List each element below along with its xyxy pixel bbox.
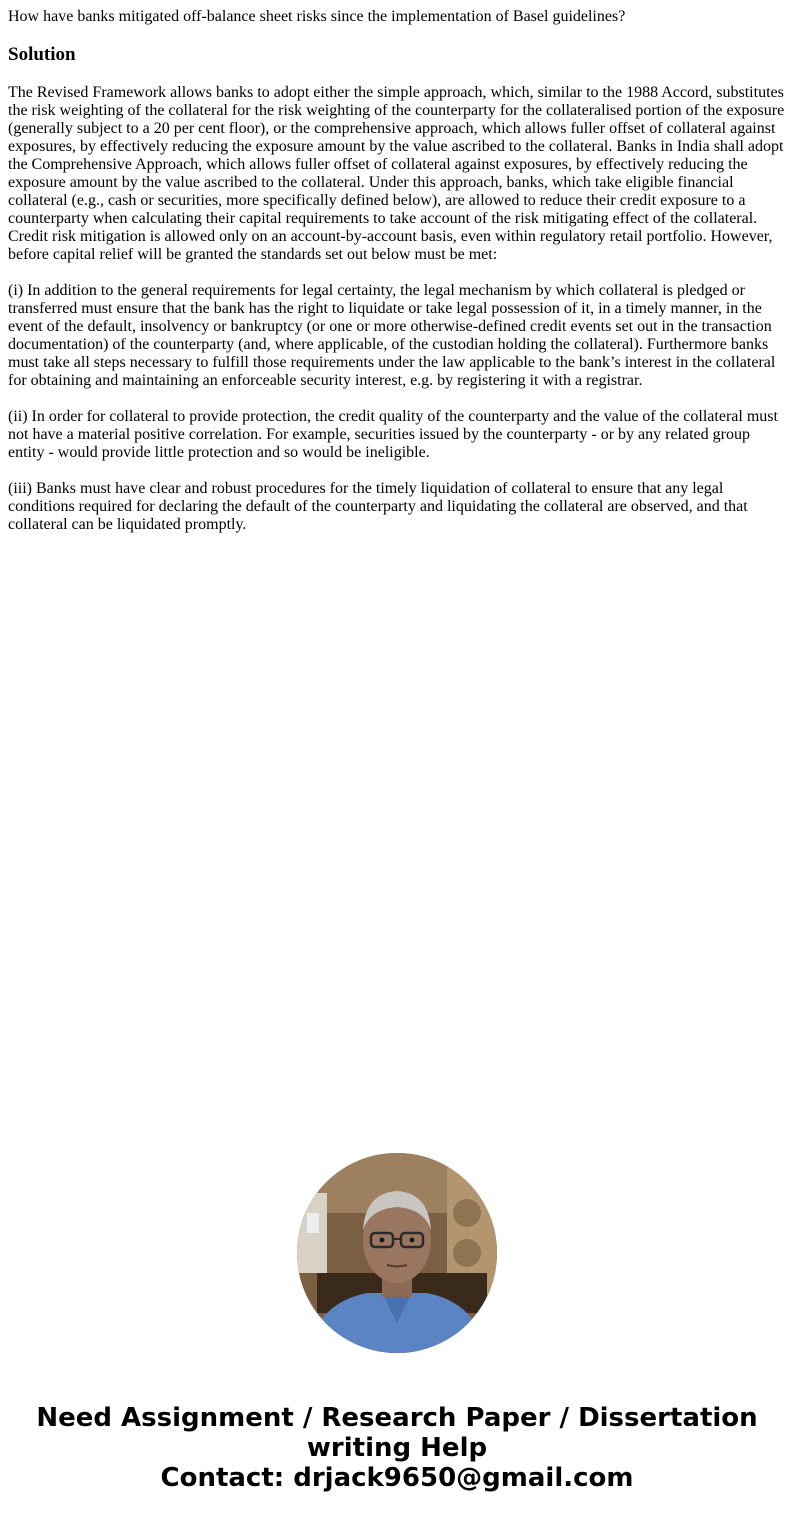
solution-paragraph-ii: (ii) In order for collateral to provide protection, the credit quality of the counterparty and the value of the collateral must not have a material positive correlation. For example, securities issued by the counterparty - or by any related group entity - would provide little protection and so would be ineligible.: [8, 408, 778, 461]
question-text: How have banks mitigated off-balance sheet risks since the implementation of Basel guidelines?: [8, 8, 626, 25]
promo-line-2: writing Help: [306, 1433, 488, 1463]
author-avatar: [297, 1153, 497, 1353]
promo-contact: Contact: drjack9650@gmail.com: [160, 1463, 634, 1493]
promo-line-1: Need Assignment / Research Paper / Dissertation: [36, 1403, 758, 1433]
solution-heading: Solution: [8, 44, 76, 65]
document-content: [8, 8, 786, 552]
solution-paragraph-intro: The Revised Framework allows banks to adopt either the simple approach, which, similar to the 1988 Accord, substitutes the risk weighting of the collateral for the risk weighting of the counterparty for the collateralised portion of the exposure (generally subject to a 20 per cent floor), or the comprehensive approach, which allows fuller offset of collateral against exposures, by effectively reducing the exposure amount by the value ascribed to the collateral. Banks in India shall adopt the Comprehensive Approach, which allows fuller offset of collateral against exposures, by effectively reducing the exposure amount by the value ascribed to the collateral. Under this approach, banks, which take eligible financial collateral (e.g., cash or securities, more specifically defined below), are allowed to reduce their credit exposure to a counterparty when calculating their capital requirements to take account of the risk mitigating effect of the collateral. Credit risk mitigation is allowed only on an account-by-account basis, even within regulatory retail portfolio. However, before capital relief will be granted the standards set out below must be met:: [8, 84, 785, 263]
promo-banner: [0, 1403, 794, 1493]
person-photo-icon: [297, 1153, 497, 1353]
solution-paragraph-iii: (iii) Banks must have clear and robust procedures for the timely liquidation of collateral to ensure that any legal conditions required for declaring the default of the counterparty and liquidating the collateral are observed, and that collateral can be liquidated promptly.: [8, 480, 748, 533]
solution-paragraph-i: (i) In addition to the general requirements for legal certainty, the legal mechanism by which collateral is pledged or transferred must ensure that the bank has the right to liquidate or take legal possession of it, in a timely manner, in the event of the default, insolvency or bankruptcy (or one or more otherwise-defined credit events set out in the transaction documentation) of the counterparty (and, where applicable, of the custodian holding the collateral). Furthermore banks must take all steps necessary to fulfill those requirements under the law applicable to the bank’s interest in the collateral for obtaining and maintaining an enforceable security interest, e.g. by registering it with a registrar.: [8, 282, 776, 389]
